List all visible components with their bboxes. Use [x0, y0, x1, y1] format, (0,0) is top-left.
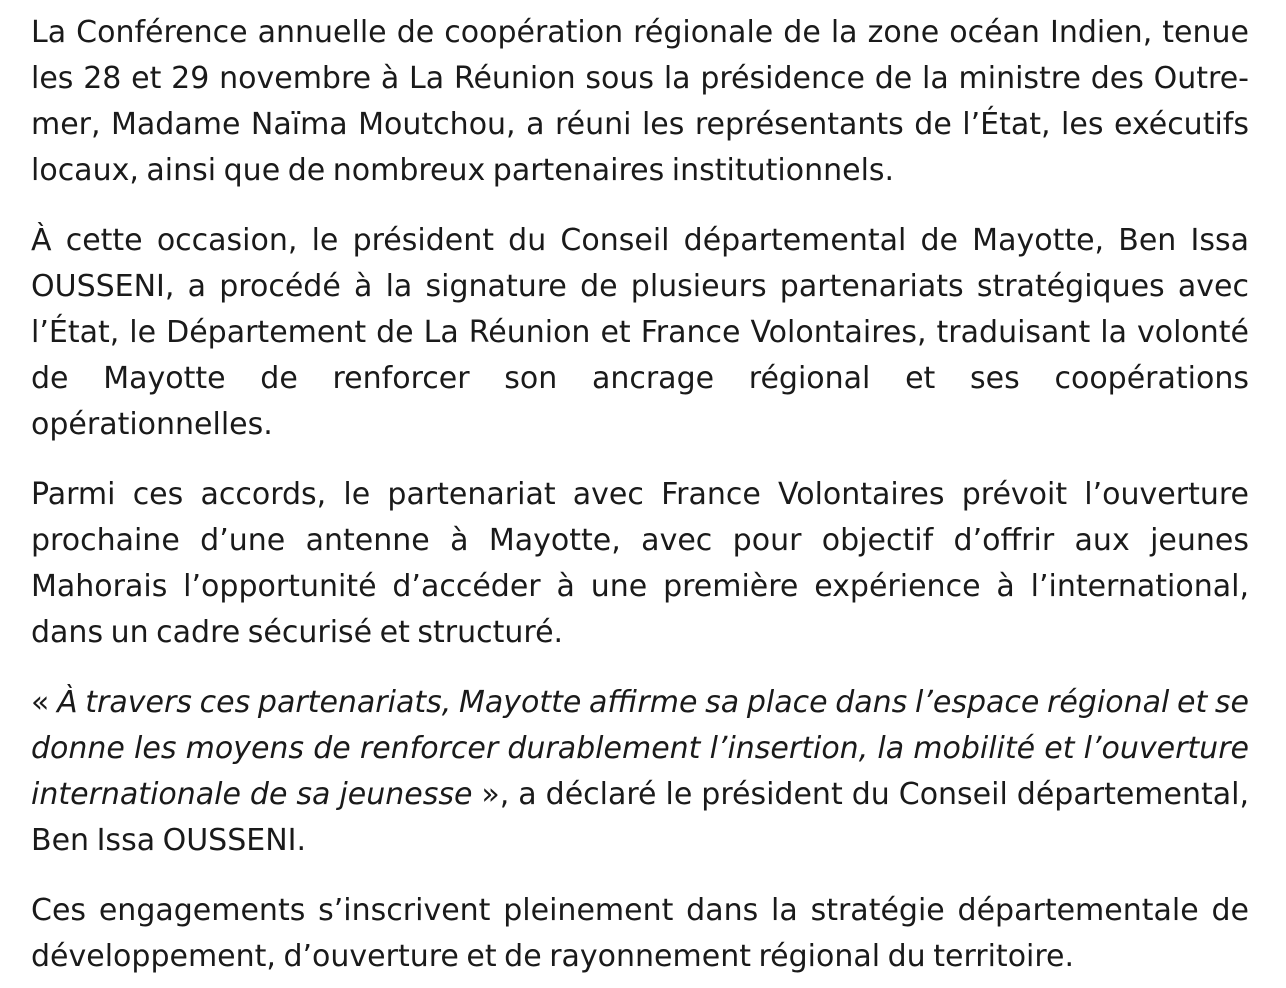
paragraph-strategy: Ces engagements s’inscrivent pleinement dans la stratégie départementale de développement, d’ouverture et de rayonnement régional du territoire. — [31, 893, 1249, 974]
paragraph-quote — [31, 680, 1249, 864]
paragraph-conference: La Conférence annuelle de coopération régionale de la zone océan Indien, tenue les 28 et 29 novembre à La Réunion sous la présidence de la ministre des Outre-mer, Madame Naïma Moutchou, a réuni les représentants de l’État, les exécutifs locaux, ainsi que de nombreux partenaires institutionnels. — [31, 15, 1249, 188]
quote-attribution: », a déclaré le président du Conseil départemental, Ben Issa OUSSENI. — [31, 777, 1249, 858]
paragraph-france-volontaires: Parmi ces accords, le partenariat avec France Volontaires prévoit l’ouverture prochaine d’une antenne à Mayotte, avec pour objectif d’offrir aux jeunes Mahorais l’opportunité d’accéder à une première expérience à l’international, dans un cadre sécurisé et structuré. — [31, 477, 1249, 650]
paragraph-signature: À cette occasion, le président du Conseil départemental de Mayotte, Ben Issa OUSSENI, a procédé à la signature de plusieurs partenariats stratégiques avec l’État, le Département de La Réunion et France Volontaires, traduisant la volonté de Mayotte de renforcer son ancrage régional et ses coopérations opérationnelles. — [31, 223, 1249, 442]
quote-open-mark: « — [31, 685, 58, 720]
quote-text: À travers ces partenariats, Mayotte affirme sa place dans l’espace régional et se donne les moyens de renforcer durablement l’insertion, la mobilité et l’ouverture internationale de sa jeunesse — [31, 685, 1249, 812]
